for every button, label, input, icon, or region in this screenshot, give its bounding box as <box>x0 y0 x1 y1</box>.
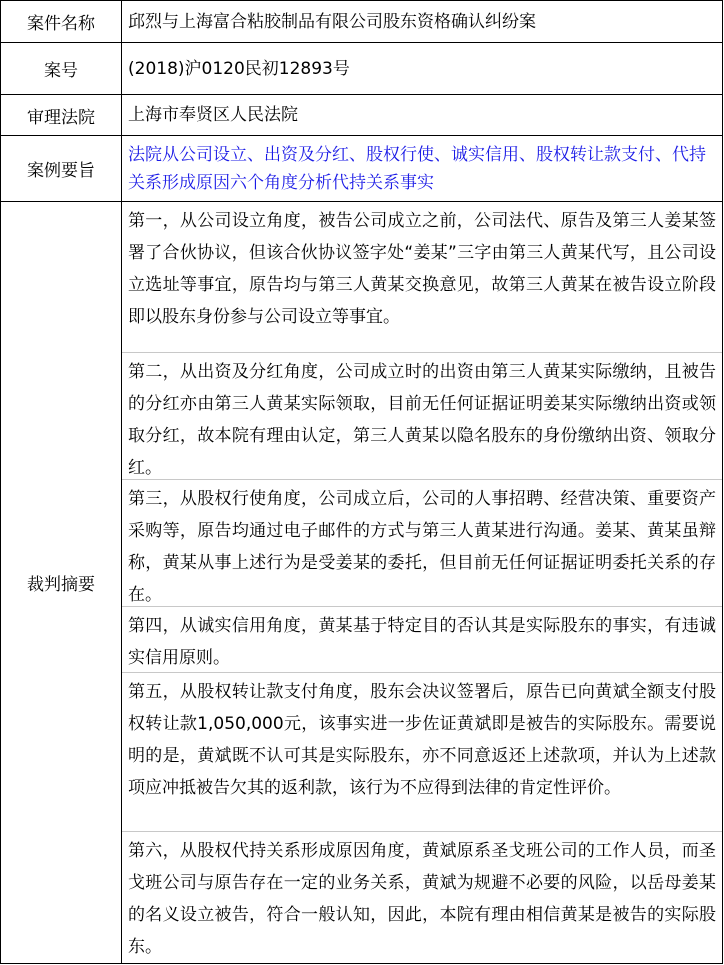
case-name-label: 案件名称 <box>1 1 122 43</box>
case-gist-value: 法院从公司设立、出资及分红、股权行使、诚实信用、股权转让款支付、代持关系形成原因六个角度分析代持关系事实 <box>122 136 723 202</box>
judgment-summary-content <box>122 202 723 964</box>
summary-paragraph-5: 第五，从股权转让款支付角度，股东会决议签署后，原告已向黄斌全额支付股权转让款1,050,000元，该事实进一步佐证黄斌即是被告的实际股东。需要说明的是，黄斌既不认可其是实际股东，亦不同意返还上述款项，并认为上述款项应冲抵被告欠其的返利款，该行为不应得到法律的肯定性评价。 <box>122 673 722 832</box>
court-label: 审理法院 <box>1 95 122 136</box>
case-number-row <box>1 43 723 95</box>
summary-paragraph-1: 第一，从公司设立角度，被告公司成立之前，公司法代、原告及第三人姜某签署了合伙协议，但该合伙协议签字处“姜某”三字由第三人黄某代写，且公司设立选址等事宜，原告均与第三人黄某交换意见，故第三人黄某在被告设立阶段即以股东身份参与公司设立等事宜。 <box>122 202 722 353</box>
case-gist-row <box>1 136 723 202</box>
case-number-label: 案号 <box>1 43 122 95</box>
judgment-summary-row <box>1 202 723 964</box>
summary-paragraph-4: 第四，从诚实信用角度，黄某基于特定目的否认其是实际股东的事实，有违诚实信用原则。 <box>122 607 722 673</box>
court-value: 上海市奉贤区人民法院 <box>122 95 723 136</box>
case-number-value: (2018)沪0120民初12893号 <box>122 43 723 95</box>
summary-paragraph-3: 第三，从股权行使角度，公司成立后，公司的人事招聘、经营决策、重要资产采购等，原告均通过电子邮件的方式与第三人黄某进行沟通。姜某、黄某虽辩称，黄某从事上述行为是受姜某的委托，但目前无任何证据证明委托关系的存在。 <box>122 480 722 607</box>
court-row <box>1 95 723 136</box>
summary-paragraph-2: 第二，从出资及分红角度，公司成立时的出资由第三人黄某实际缴纳，且被告的分红亦由第三人黄某实际领取，目前无任何证据证明姜某实际缴纳出资或领取分红，故本院有理由认定，第三人黄某以隐名股东的身份缴纳出资、领取分红。 <box>122 353 722 480</box>
judgment-summary-label: 裁判摘要 <box>1 202 122 964</box>
case-name-value: 邱烈与上海富合粘胶制品有限公司股东资格确认纠纷案 <box>122 1 723 43</box>
case-gist-label: 案例要旨 <box>1 136 122 202</box>
case-name-row <box>1 1 723 43</box>
summary-paragraph-6: 第六，从股权代持关系形成原因角度，黄斌原系圣戈班公司的工作人员，而圣戈班公司与原告存在一定的业务关系，黄斌为规避不必要的风险，以岳母姜某的名义设立被告，符合一般认知，因此，本院有理由相信黄某是被告的实际股东。 <box>128 841 716 957</box>
